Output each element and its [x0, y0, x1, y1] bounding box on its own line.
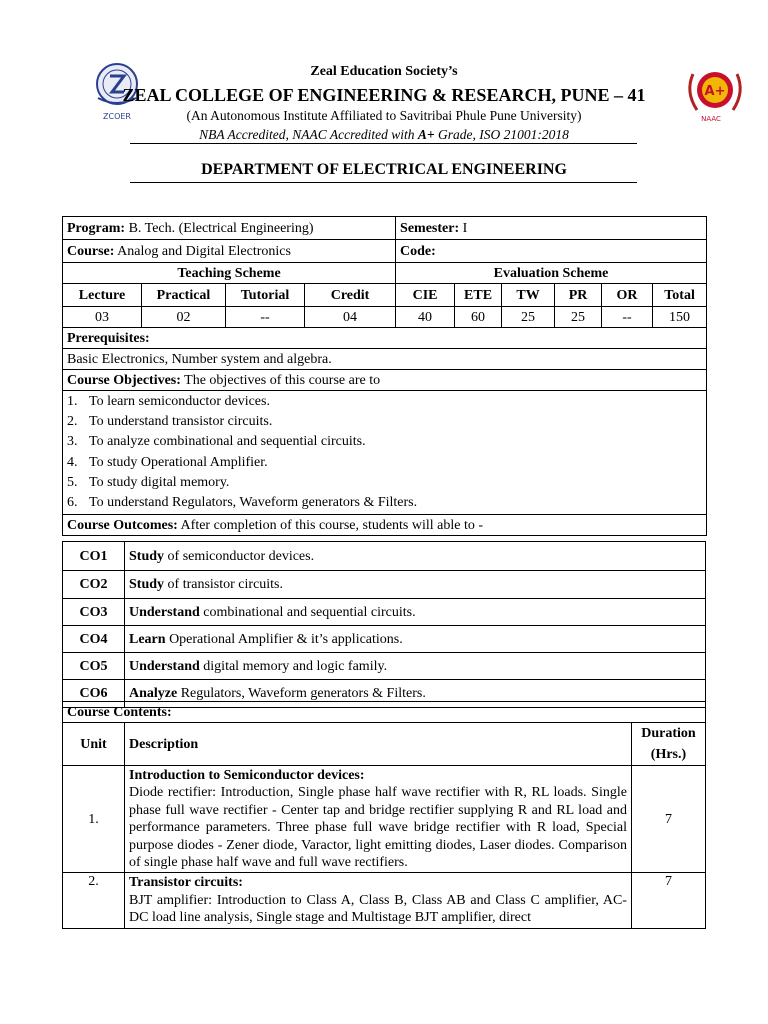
- outcome-code: CO5: [63, 653, 125, 680]
- table-row: [63, 542, 706, 571]
- value-tw: 25: [502, 307, 555, 328]
- list-item: 4. To study Operational Amplifier.: [67, 454, 268, 470]
- outcome-text: Learn Operational Amplifier & it’s applications.: [125, 626, 706, 653]
- svg-text:A+: A+: [704, 84, 726, 99]
- program-table: [62, 216, 707, 536]
- prerequisites-row: [63, 349, 707, 370]
- affiliation-text: (An Autonomous Institute Affiliated to Savitribai Phule Pune University): [186, 108, 582, 123]
- contents-table: [62, 701, 706, 929]
- objectives-list: [63, 391, 707, 515]
- contents-label-row: [63, 702, 706, 723]
- col-header-ete: ETE: [455, 284, 502, 307]
- col-header-tw: TW: [502, 284, 555, 307]
- col-header-practical: Practical: [142, 284, 226, 307]
- list-item: 2. To understand transistor circuits.: [67, 414, 273, 430]
- value-cie: 40: [396, 307, 455, 328]
- col-header-or: OR: [602, 284, 653, 307]
- scheme-header-row: [63, 263, 707, 284]
- contents-header-row: [63, 723, 706, 766]
- semester-cell: Semester: I: [396, 217, 707, 240]
- table-row: [63, 599, 706, 626]
- list-item: 6. To understand Regulators, Waveform generators & Filters.: [67, 495, 418, 511]
- outcome-code: CO4: [63, 626, 125, 653]
- description-header: Description: [125, 723, 632, 766]
- outcomes-label: Course Outcomes: After completion of this course, students will able to -: [63, 515, 707, 536]
- value-ete: 60: [455, 307, 502, 328]
- value-practical: 02: [142, 307, 226, 328]
- col-header-tutorial: Tutorial: [226, 284, 305, 307]
- outcome-text: Understand combinational and sequential circuits.: [125, 599, 706, 626]
- department-title: DEPARTMENT OF ELECTRICAL ENGINEERING: [201, 161, 567, 178]
- code-cell: Code:: [396, 240, 707, 263]
- objectives-row: [63, 391, 707, 515]
- list-item: 5. To study digital memory.: [67, 474, 230, 490]
- value-lecture: 03: [63, 307, 142, 328]
- course-row: [63, 240, 707, 263]
- scheme-values-row: [63, 307, 707, 328]
- outcome-text: Understand digital memory and logic family.: [125, 653, 706, 680]
- table-row: [63, 873, 706, 928]
- table-row: [63, 626, 706, 653]
- unit-duration: 7: [631, 873, 705, 928]
- table-row: [63, 766, 706, 873]
- prerequisites-text: Basic Electronics, Number system and algebra.: [63, 349, 707, 370]
- prerequisites-label: Prerequisites:: [63, 328, 707, 349]
- value-total: 150: [653, 307, 707, 328]
- outcome-text: Analyze Regulators, Waveform generators & Filters.: [125, 680, 706, 708]
- value-credit: 04: [305, 307, 396, 328]
- value-or: --: [602, 307, 653, 328]
- document-header: [0, 0, 768, 215]
- list-item: 3. To analyze combinational and sequential circuits.: [67, 434, 366, 450]
- outcome-text: Study of transistor circuits.: [125, 571, 706, 599]
- teaching-scheme-header: Teaching Scheme: [63, 263, 396, 284]
- program-row: [63, 217, 707, 240]
- college-name: ZEAL COLLEGE OF ENGINEERING & RESEARCH, PUNE – 41: [122, 85, 646, 105]
- society-name: Zeal Education Society’s: [310, 64, 458, 79]
- department-rule: [130, 182, 637, 183]
- scheme-columns-row: [63, 284, 707, 307]
- objectives-label-row: [63, 370, 707, 391]
- naac-logo: [683, 62, 747, 124]
- svg-text:ZCOER: ZCOER: [103, 112, 131, 121]
- evaluation-scheme-header: Evaluation Scheme: [396, 263, 707, 284]
- outcome-code: CO1: [63, 542, 125, 571]
- outcomes-table: [62, 541, 706, 708]
- unit-duration: 7: [631, 766, 705, 873]
- unit-number: 2.: [63, 873, 125, 928]
- outcome-code: CO3: [63, 599, 125, 626]
- list-item: 1. To learn semiconductor devices.: [67, 394, 270, 409]
- col-header-total: Total: [653, 284, 707, 307]
- contents-label: Course Contents:: [63, 702, 706, 723]
- value-tutorial: --: [226, 307, 305, 328]
- prerequisites-label-row: [63, 328, 707, 349]
- col-header-credit: Credit: [305, 284, 396, 307]
- duration-header: Duration (Hrs.): [631, 723, 705, 766]
- outcome-code: CO2: [63, 571, 125, 599]
- objectives-label: Course Objectives: The objectives of this course are to: [63, 370, 707, 391]
- header-rule: [130, 143, 637, 144]
- unit-description: Introduction to Semiconductor devices: Diode rectifier: Introduction, Single phase half wave rectifier with R, RL loads. Single phase full wave rectifier - Center tap and bridge rectifier supplying R and RL load and performance parameters. Three phase full wave bridge rectifier with R load, Special purpose diodes - Zener diode, Varactor, light emitting diodes, Laser diodes. Comparison of single phase half wave and full wave rectifiers.: [125, 766, 632, 873]
- accreditation-text: NBA Accredited, NAAC Accredited with A+ Grade, ISO 21001:2018: [199, 127, 569, 142]
- outcomes-label-row: [63, 515, 707, 536]
- unit-header: Unit: [63, 723, 125, 766]
- table-row: [63, 653, 706, 680]
- col-header-cie: CIE: [396, 284, 455, 307]
- unit-description: Transistor circuits: BJT amplifier: Introduction to Class A, Class B, Class AB and Class C amplifier, AC-DC load line analysis, Single stage and Multistage BJT amplifier, direct: [125, 873, 632, 928]
- unit-number: 1.: [63, 766, 125, 873]
- outcome-text: Study of semiconductor devices.: [125, 542, 706, 571]
- course-cell: Course: Analog and Digital Electronics: [63, 240, 396, 263]
- col-header-lecture: Lecture: [63, 284, 142, 307]
- svg-text:NAAC: NAAC: [701, 115, 721, 123]
- table-row: [63, 571, 706, 599]
- outcome-code: CO6: [63, 680, 125, 708]
- program-cell: Program: B. Tech. (Electrical Engineering): [63, 217, 396, 240]
- value-pr: 25: [555, 307, 602, 328]
- col-header-pr: PR: [555, 284, 602, 307]
